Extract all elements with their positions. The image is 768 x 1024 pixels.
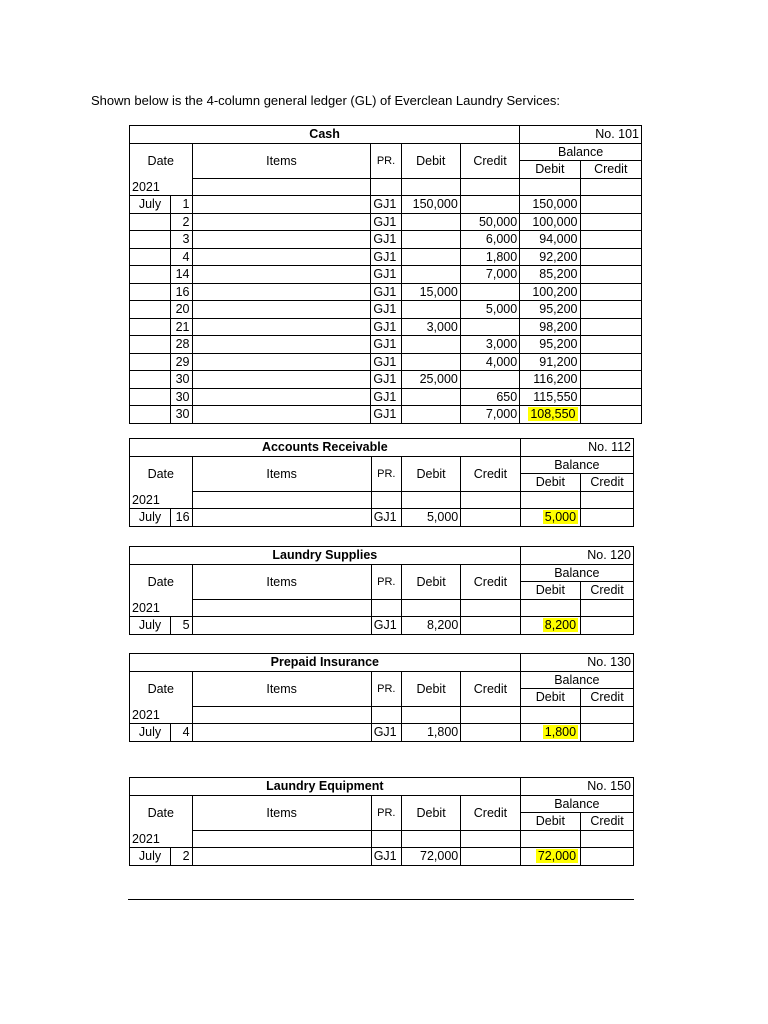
entry-items [192, 388, 371, 406]
entry-pr: GJ1 [371, 848, 401, 866]
entry-debit [401, 353, 460, 371]
entry-month: July [130, 509, 171, 527]
entry-debit [401, 336, 460, 354]
entry-day: 29 [170, 353, 192, 371]
entry-debit [401, 213, 460, 231]
entry-month: July [130, 848, 171, 866]
entry-items [192, 248, 371, 266]
credit-header: Credit [461, 456, 520, 491]
entry-debit: 15,000 [401, 283, 460, 301]
entry-items [192, 617, 371, 635]
balance-value: 100,000 [532, 214, 578, 229]
entry-items [192, 509, 371, 527]
balance-value: 98,200 [539, 319, 578, 334]
table-row [130, 301, 642, 319]
entry-balance-debit [520, 353, 580, 371]
entry-balance-debit [520, 724, 580, 742]
items-header: Items [192, 143, 371, 178]
entry-credit: 5,000 [460, 301, 519, 319]
entry-month [130, 353, 171, 371]
empty-cell [401, 491, 460, 509]
debit-header: Debit [401, 671, 460, 706]
entry-credit [460, 318, 519, 336]
entry-items [192, 213, 371, 231]
entry-balance-credit [581, 617, 634, 635]
credit-header: Credit [461, 564, 520, 599]
year-label: 2021 [130, 599, 193, 617]
empty-cell [520, 599, 580, 617]
balance-value: 72,000 [537, 849, 577, 864]
balance-value: 95,200 [539, 302, 578, 317]
year-label: 2021 [130, 178, 193, 196]
entry-month [130, 371, 171, 389]
pr-header: PR. [371, 456, 401, 491]
table-row [130, 371, 642, 389]
empty-cell [401, 178, 460, 196]
entry-pr: GJ1 [371, 336, 401, 354]
ledger-cash [129, 125, 642, 424]
entry-debit: 72,000 [401, 848, 460, 866]
entry-credit: 7,000 [460, 406, 519, 424]
entry-credit: 7,000 [460, 266, 519, 284]
balance-header: Balance [520, 795, 633, 813]
table-row [130, 336, 642, 354]
table-row [130, 353, 642, 371]
table-row [130, 509, 634, 527]
entry-pr: GJ1 [371, 248, 401, 266]
entry-balance-debit [520, 388, 580, 406]
entry-balance-credit [580, 406, 641, 424]
entry-debit: 8,200 [401, 617, 460, 635]
entry-balance-debit [520, 231, 580, 249]
items-header: Items [192, 795, 371, 830]
balance-value: 8,200 [544, 618, 577, 633]
year-label: 2021 [130, 830, 193, 848]
entry-debit: 150,000 [401, 196, 460, 214]
items-header: Items [192, 564, 371, 599]
pr-header: PR. [371, 564, 401, 599]
date-header: Date [130, 795, 193, 830]
entry-debit [401, 388, 460, 406]
entry-month [130, 266, 171, 284]
entry-month [130, 231, 171, 249]
entry-balance-credit [580, 283, 641, 301]
entry-credit: 650 [460, 388, 519, 406]
entry-debit: 25,000 [401, 371, 460, 389]
entry-items [192, 353, 371, 371]
empty-cell [192, 491, 371, 509]
entry-month: July [130, 617, 171, 635]
entry-month [130, 213, 171, 231]
entry-items [192, 196, 371, 214]
table-row [130, 231, 642, 249]
entry-credit [460, 196, 519, 214]
entry-balance-credit [580, 213, 641, 231]
empty-cell [371, 830, 401, 848]
table-row [130, 848, 634, 866]
empty-cell [371, 706, 401, 724]
entry-balance-credit [580, 266, 641, 284]
entry-debit: 1,800 [401, 724, 460, 742]
table-row [130, 213, 642, 231]
pr-header: PR. [371, 671, 401, 706]
balance-credit-header: Credit [581, 582, 634, 600]
entry-balance-credit [580, 336, 641, 354]
entry-balance-credit [580, 301, 641, 319]
entry-items [192, 301, 371, 319]
entry-day: 28 [170, 336, 192, 354]
table-row [130, 617, 634, 635]
entry-balance-debit [520, 213, 580, 231]
items-header: Items [192, 456, 371, 491]
credit-header: Credit [461, 795, 520, 830]
entry-day: 1 [170, 196, 192, 214]
entry-day: 30 [170, 406, 192, 424]
year-label: 2021 [130, 706, 193, 724]
entry-debit: 3,000 [401, 318, 460, 336]
ledger-prepaid-insurance [129, 653, 634, 742]
account-number: No. 101 [520, 126, 642, 144]
entry-items [192, 231, 371, 249]
table-row [130, 724, 634, 742]
entry-balance-credit [580, 388, 641, 406]
entry-pr: GJ1 [371, 196, 401, 214]
balance-credit-header: Credit [581, 474, 634, 492]
balance-header: Balance [520, 671, 633, 689]
entry-pr: GJ1 [371, 388, 401, 406]
items-header: Items [192, 671, 371, 706]
entry-balance-debit [520, 406, 580, 424]
balance-debit-header: Debit [520, 474, 580, 492]
debit-header: Debit [401, 564, 460, 599]
entry-day: 4 [171, 724, 193, 742]
account-title: Laundry Equipment [130, 778, 521, 796]
entry-balance-debit [520, 336, 580, 354]
date-header: Date [130, 456, 193, 491]
entry-month [130, 406, 171, 424]
entry-day: 30 [170, 388, 192, 406]
credit-header: Credit [460, 143, 519, 178]
entry-day: 16 [171, 509, 193, 527]
entry-balance-credit [580, 196, 641, 214]
table-row [130, 248, 642, 266]
entry-month: July [130, 196, 171, 214]
entry-day: 14 [170, 266, 192, 284]
entry-day: 5 [171, 617, 193, 635]
entry-pr: GJ1 [371, 318, 401, 336]
balance-value: 92,200 [539, 249, 578, 264]
balance-header: Balance [520, 143, 642, 161]
entry-pr: GJ1 [371, 213, 401, 231]
ledger-laundry-supplies [129, 546, 634, 635]
entry-debit [401, 406, 460, 424]
entry-pr: GJ1 [371, 617, 401, 635]
balance-value: 5,000 [544, 510, 577, 525]
balance-debit-header: Debit [520, 582, 580, 600]
debit-header: Debit [401, 143, 460, 178]
empty-cell [461, 491, 520, 509]
balance-credit-header: Credit [581, 813, 634, 831]
entry-credit: 1,800 [460, 248, 519, 266]
entry-items [192, 283, 371, 301]
entry-debit [401, 301, 460, 319]
balance-value: 94,000 [539, 232, 578, 247]
empty-cell [520, 178, 580, 196]
empty-cell [581, 599, 634, 617]
entry-day: 20 [170, 301, 192, 319]
empty-cell [520, 491, 580, 509]
empty-cell [461, 599, 520, 617]
entry-credit [461, 848, 520, 866]
entry-day: 16 [170, 283, 192, 301]
entry-balance-debit [520, 509, 580, 527]
table-row [130, 388, 642, 406]
ledger-laundry-equipment [129, 777, 634, 866]
entry-balance-debit [520, 301, 580, 319]
entry-items [192, 406, 371, 424]
balance-debit-header: Debit [520, 161, 580, 179]
entry-balance-debit [520, 318, 580, 336]
entry-credit: 4,000 [460, 353, 519, 371]
empty-cell [461, 706, 520, 724]
entry-items [192, 371, 371, 389]
date-header: Date [130, 671, 193, 706]
account-number: No. 150 [520, 778, 633, 796]
empty-cell [460, 178, 519, 196]
entry-pr: GJ1 [371, 231, 401, 249]
account-number: No. 120 [520, 547, 633, 565]
empty-cell [461, 830, 520, 848]
empty-cell [192, 830, 371, 848]
debit-header: Debit [401, 795, 460, 830]
balance-value: 1,800 [544, 725, 577, 740]
empty-cell [581, 706, 634, 724]
table-row [130, 406, 642, 424]
entry-day: 4 [170, 248, 192, 266]
entry-balance-credit [580, 353, 641, 371]
entry-month [130, 318, 171, 336]
empty-cell [581, 491, 634, 509]
empty-cell [192, 599, 371, 617]
entry-items [192, 266, 371, 284]
empty-cell [401, 599, 460, 617]
entry-day: 3 [170, 231, 192, 249]
balance-header: Balance [520, 456, 633, 474]
entry-balance-debit [520, 371, 580, 389]
page-rule [128, 899, 634, 900]
entry-balance-debit [520, 248, 580, 266]
ledger-accounts-receivable [129, 438, 634, 527]
entry-items [192, 848, 371, 866]
entry-items [192, 724, 371, 742]
entry-day: 2 [170, 213, 192, 231]
balance-value: 115,550 [533, 389, 578, 404]
account-number: No. 112 [520, 439, 633, 457]
entry-pr: GJ1 [371, 406, 401, 424]
entry-debit: 5,000 [401, 509, 460, 527]
empty-cell [192, 178, 371, 196]
entry-credit [461, 509, 520, 527]
entry-debit [401, 266, 460, 284]
entry-balance-credit [580, 371, 641, 389]
table-row [130, 196, 642, 214]
entry-balance-debit [520, 196, 580, 214]
empty-cell [192, 706, 371, 724]
year-label: 2021 [130, 491, 193, 509]
entry-items [192, 318, 371, 336]
table-row [130, 266, 642, 284]
entry-pr: GJ1 [371, 724, 401, 742]
entry-pr: GJ1 [371, 371, 401, 389]
entry-day: 21 [170, 318, 192, 336]
balance-header: Balance [520, 564, 633, 582]
empty-cell [371, 599, 401, 617]
account-title: Cash [130, 126, 520, 144]
empty-cell [520, 706, 580, 724]
entry-credit [461, 724, 520, 742]
entry-balance-debit [520, 617, 580, 635]
entry-balance-debit [520, 283, 580, 301]
entry-pr: GJ1 [371, 283, 401, 301]
empty-cell [520, 830, 580, 848]
account-title: Laundry Supplies [130, 547, 521, 565]
entry-month [130, 283, 171, 301]
empty-cell [401, 830, 460, 848]
empty-cell [371, 491, 401, 509]
balance-credit-header: Credit [580, 161, 641, 179]
entry-credit: 6,000 [460, 231, 519, 249]
debit-header: Debit [401, 456, 460, 491]
date-header: Date [130, 143, 193, 178]
balance-value: 108,550 [530, 407, 576, 422]
entry-month [130, 336, 171, 354]
date-header: Date [130, 564, 193, 599]
balance-debit-header: Debit [520, 689, 580, 707]
pr-header: PR. [371, 143, 401, 178]
table-row [130, 318, 642, 336]
pr-header: PR. [371, 795, 401, 830]
entry-month: July [130, 724, 171, 742]
entry-pr: GJ1 [371, 509, 401, 527]
balance-value: 150,000 [532, 197, 578, 212]
balance-value: 91,200 [539, 354, 578, 369]
entry-credit [460, 283, 519, 301]
empty-cell [401, 706, 460, 724]
balance-value: 85,200 [539, 267, 578, 282]
entry-balance-credit [580, 318, 641, 336]
empty-cell [581, 830, 634, 848]
balance-value: 95,200 [539, 337, 578, 352]
empty-cell [580, 178, 641, 196]
entry-credit: 3,000 [460, 336, 519, 354]
entry-credit [460, 371, 519, 389]
entry-month [130, 388, 171, 406]
entry-month [130, 248, 171, 266]
balance-debit-header: Debit [520, 813, 580, 831]
account-title: Accounts Receivable [130, 439, 521, 457]
entry-items [192, 336, 371, 354]
entry-debit [401, 231, 460, 249]
entry-day: 2 [171, 848, 193, 866]
entry-pr: GJ1 [371, 301, 401, 319]
entry-balance-credit [581, 848, 634, 866]
entry-balance-credit [580, 248, 641, 266]
balance-value: 116,200 [533, 372, 578, 387]
credit-header: Credit [461, 671, 520, 706]
entry-credit [461, 617, 520, 635]
entry-pr: GJ1 [371, 266, 401, 284]
entry-balance-credit [580, 231, 641, 249]
entry-balance-credit [581, 509, 634, 527]
entry-debit [401, 248, 460, 266]
entry-month [130, 301, 171, 319]
balance-value: 100,200 [532, 284, 578, 299]
entry-pr: GJ1 [371, 353, 401, 371]
account-number: No. 130 [520, 654, 633, 672]
entry-balance-debit [520, 848, 580, 866]
entry-credit: 50,000 [460, 213, 519, 231]
table-row [130, 283, 642, 301]
entry-balance-credit [581, 724, 634, 742]
intro-text: Shown below is the 4-column general ledger (GL) of Everclean Laundry Services: [91, 93, 560, 108]
balance-credit-header: Credit [581, 689, 634, 707]
entry-balance-debit [520, 266, 580, 284]
empty-cell [371, 178, 401, 196]
entry-day: 30 [170, 371, 192, 389]
account-title: Prepaid Insurance [130, 654, 521, 672]
